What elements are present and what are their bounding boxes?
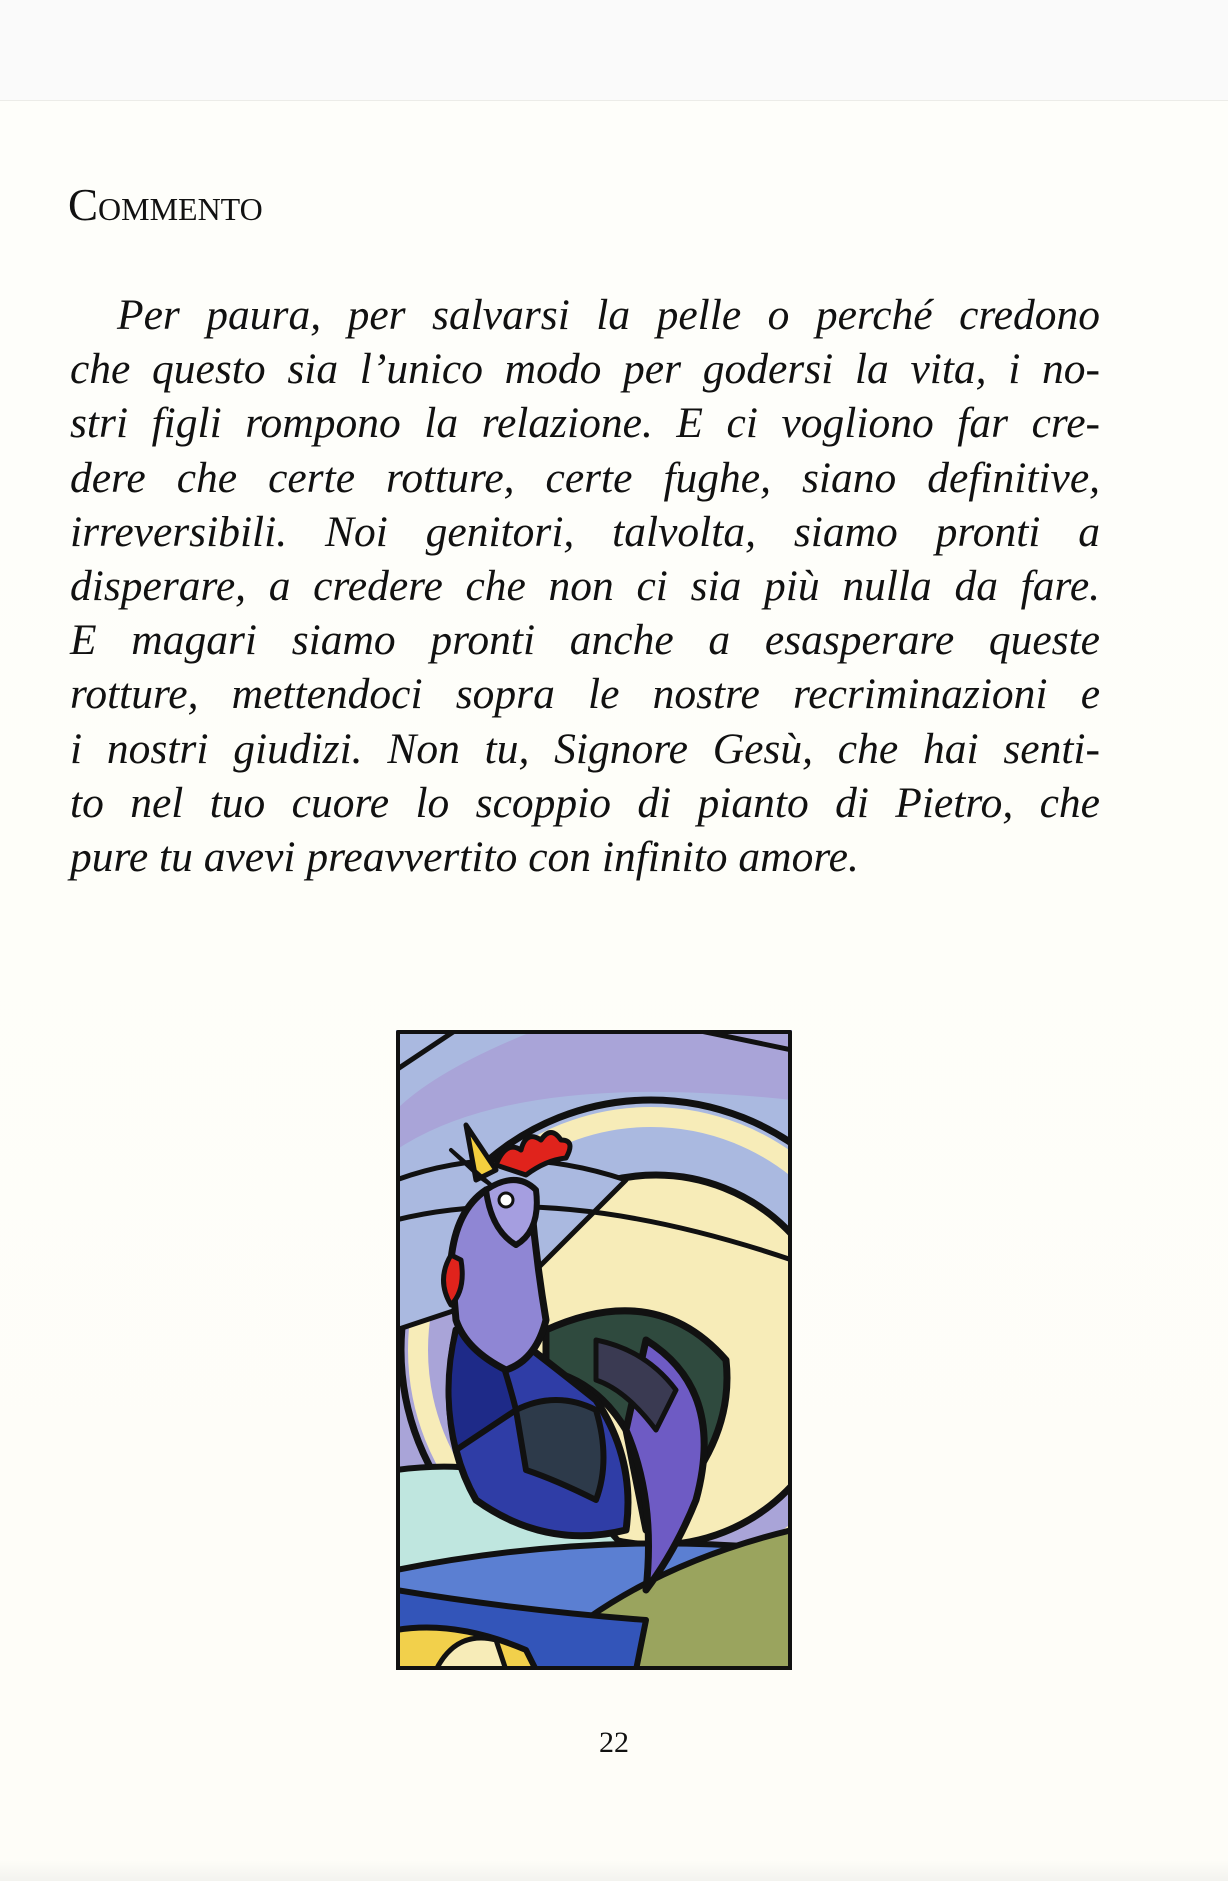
rooster-eye bbox=[499, 1193, 513, 1207]
page-number: 22 bbox=[599, 1726, 629, 1759]
paragraph-line: che questo sia l’unico modo per godersi la vita, i no- bbox=[70, 345, 1100, 394]
paragraph-line: irreversibili. Noi genitori, talvolta, siamo pronti a bbox=[70, 507, 1100, 556]
paragraph-line: stri figli rompono la relazione. E ci vogliono far cre- bbox=[70, 399, 1100, 448]
paragraph-line: E magari siamo pronti anche a esasperare queste bbox=[70, 616, 1100, 665]
rooster-wattle bbox=[444, 1255, 463, 1305]
paragraph-line: rotture, mettendoci sopra le nostre recriminazioni e bbox=[70, 670, 1100, 719]
paragraph-line: pure tu avevi preavvertito con infinito amore. bbox=[70, 833, 859, 882]
paragraph-line: to nel tuo cuore lo scoppio di pianto di Pietro, che bbox=[70, 778, 1100, 827]
scan-top-band bbox=[0, 0, 1228, 101]
rooster-stained-glass-illustration bbox=[396, 1030, 792, 1670]
section-heading: Commento bbox=[68, 180, 263, 230]
paragraph-line: disperare, a credere che non ci sia più nulla da fare. bbox=[70, 562, 1100, 611]
commentary-paragraph bbox=[70, 288, 1100, 884]
paragraph-line: i nostri giudizi. Non tu, Signore Gesù, che hai senti- bbox=[70, 724, 1100, 773]
paragraph-line: dere che certe rotture, certe fughe, siano definitive, bbox=[70, 453, 1100, 502]
paragraph-line: Per paura, per salvarsi la pelle o perché credono bbox=[117, 291, 1100, 339]
